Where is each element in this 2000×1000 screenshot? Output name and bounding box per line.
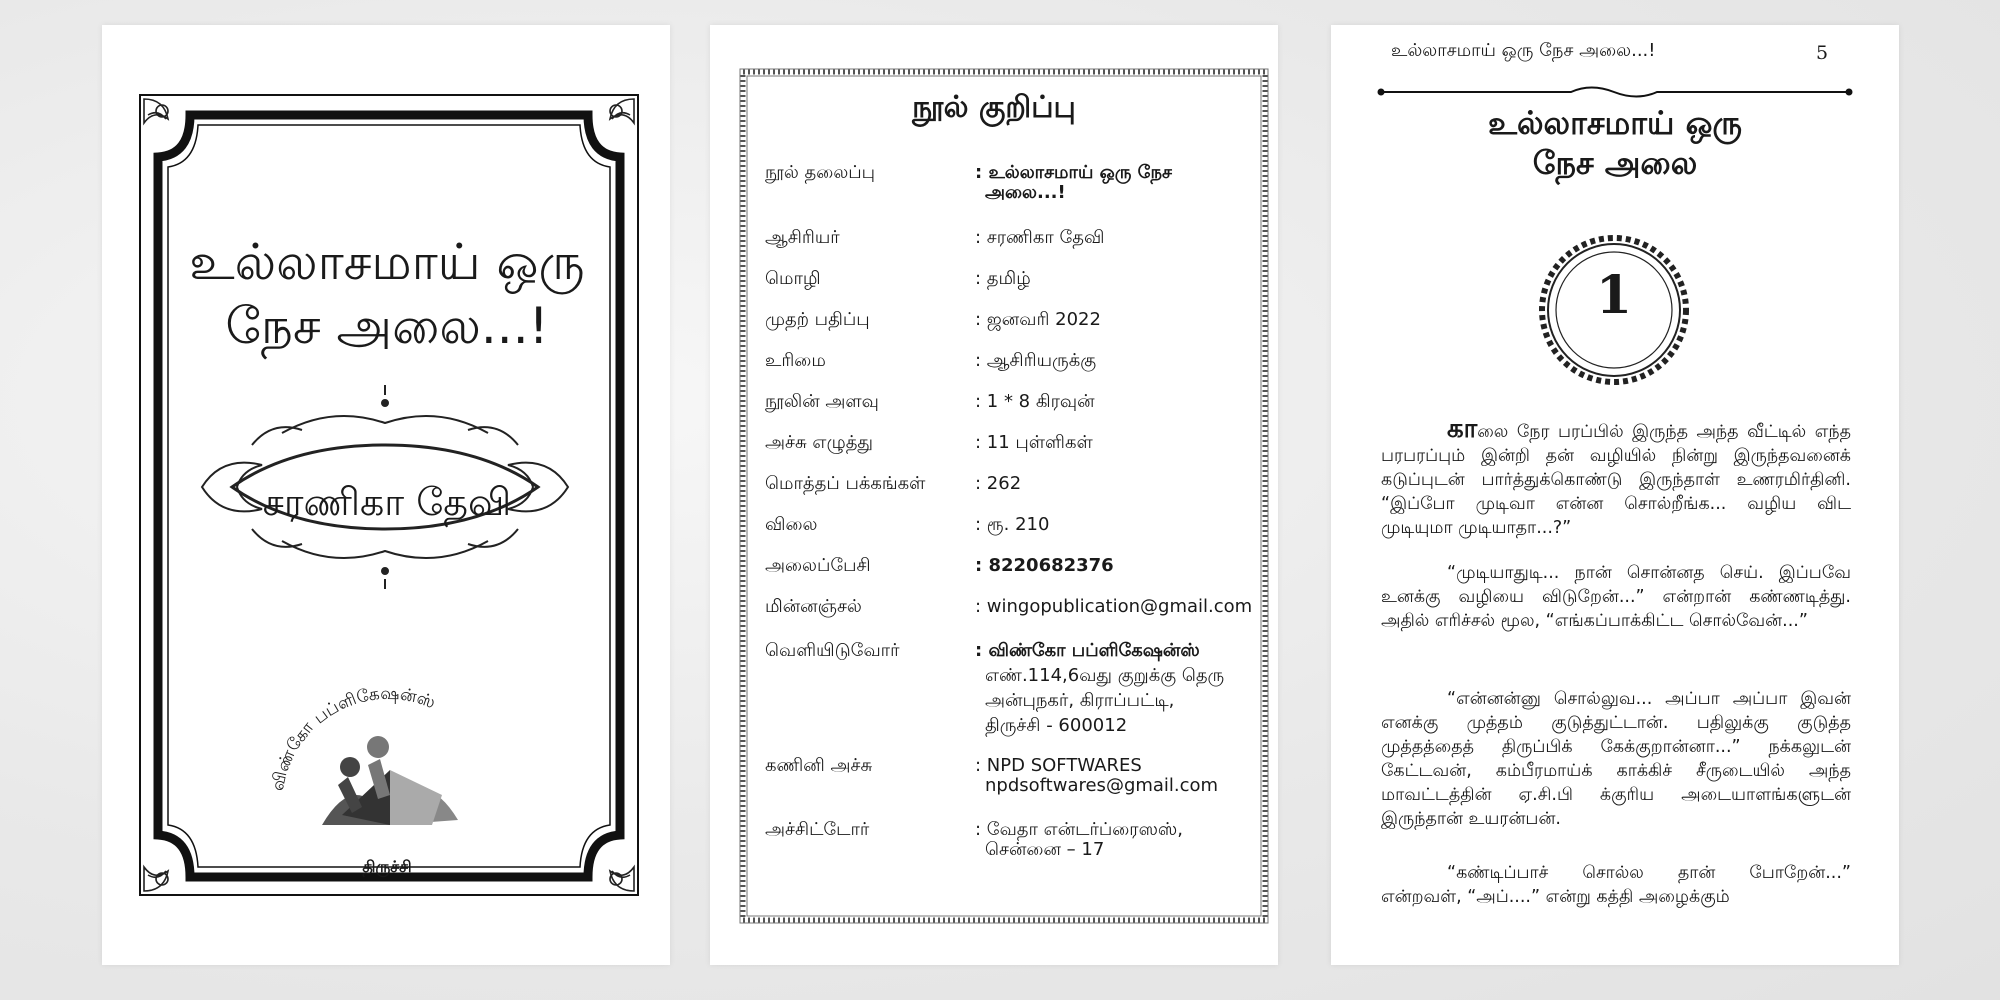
info-value: : உல்லாசமாய் ஒரு நேச அலை...! <box>975 162 1172 203</box>
running-head: உல்லாசமாய் ஒரு நேச அலை...! <box>1391 40 1656 61</box>
cover-title-line-1: உல்லாசமாய் ஒரு <box>189 233 585 291</box>
chapter-title-line-2: நேச அலை <box>1532 144 1698 182</box>
chapter-number: 1 <box>1595 265 1633 326</box>
info-label: அச்சு எழுத்து <box>765 432 874 453</box>
info-value: : வேதா என்டர்ப்ரைஸஸ், சென்னை – 17 <box>975 819 1183 860</box>
info-value: : சரணிகா தேவி <box>975 227 1105 248</box>
info-value: : ரூ. 210 <box>975 514 1050 535</box>
info-label: மின்னஞ்சல் <box>765 596 862 617</box>
paragraph: காலை நேர பரப்பில் இருந்த அந்த வீட்டில் எந்த பரபரப்பும் இன்றி தன் வழியில் நின்று இருந்தவனைக் கடுப்புடன் பார்த்துக்கொண்டு இருந்தாள் உணரமிர்தினி. “இப்போ முடிவா என்ன சொல்றீங்க... வழிய விட முடியுமா முடியாதா...?” <box>1381 414 1851 538</box>
cover-title <box>147 230 627 358</box>
info-value: : 11 புள்ளிகள் <box>975 432 1093 453</box>
info-label: முதற் பதிப்பு <box>765 309 870 330</box>
info-label: வெளியிடுவோர் <box>765 640 900 661</box>
cover-title-line-2: நேச அலை...! <box>225 297 549 355</box>
publisher-city: திருச்சி <box>362 857 412 876</box>
info-label: அலைப்பேசி <box>765 555 871 576</box>
cover-page <box>102 25 670 965</box>
info-label: நூல் தலைப்பு <box>765 162 876 183</box>
drop-cap: கா <box>1447 414 1478 444</box>
info-label: அச்சிட்டோர் <box>765 819 870 840</box>
paragraph: “என்னன்னு சொல்லுவ... அப்பா அப்பா இவன் எனக்கு முத்தம் குடுத்துட்டான். பதிலுக்கு குடுத்த முத்தத்தைத் திருப்பிக் கேக்குறான்னா...” நக்கலுடன் கேட்டவன், கம்பீரமாய்க் காக்கிச் சீருடையில் அந்த மாவட்டத்தின் ஏ.சி.பி க்குரிய அடையாளங்களுடன் இருந்தான் உயரன்பன். <box>1381 689 1851 829</box>
chapter-title-line-1: உல்லாசமாய் ஒரு <box>1487 104 1743 142</box>
page-number: 5 <box>1816 42 1829 64</box>
publisher-logo-icon <box>268 684 494 825</box>
info-value: : ஆசிரியருக்கு <box>975 350 1097 371</box>
info-label: கணினி அச்சு <box>765 755 873 776</box>
chapter-page <box>1331 25 1899 965</box>
info-label: மொழி <box>765 268 821 289</box>
info-value: : NPD SOFTWARES npdsoftwares@gmail.com <box>975 755 1219 796</box>
info-value: : ஜனவரி 2022 <box>975 309 1101 330</box>
info-label: ஆசிரியர் <box>765 227 840 248</box>
info-label: விலை <box>765 514 818 535</box>
info-heading: நூல் குறிப்பு <box>912 90 1076 125</box>
paragraph: “கண்டிப்பாச் சொல்ல தான் போறேன்...” என்றவள், “அப்....” என்று கத்தி அழைக்கும் <box>1381 863 1851 907</box>
info-label: மொத்தப் பக்கங்கள் <box>765 473 926 494</box>
info-label: உரிமை <box>765 350 826 371</box>
book-info-page <box>710 25 1278 965</box>
info-value: : 8220682376 <box>975 555 1114 576</box>
paragraph: “முடியாதுடி... நான் சொன்னத செய். இப்பவே உனக்கு வழியை விடுறேன்...” என்றான் கண்ணடித்து. அதில் எரிச்சல் மூல, “எங்கப்பாக்கிட்ட சொல்வேன்...” <box>1381 563 1851 631</box>
info-value: : wingopublication@gmail.com <box>975 596 1253 617</box>
info-value: : 262 <box>975 473 1022 494</box>
chapter-title <box>1331 103 1899 183</box>
info-value: : விண்கோ பப்ளிகேஷன்ஸ் எண்.114,6வது குறுக்கு தெரு அன்புநகர், கிராப்பட்டி, திருச்சி - 600012 <box>975 640 1225 736</box>
cover-author: சரணிகா தேவி <box>262 480 512 524</box>
info-label: நூலின் அளவு <box>765 391 879 412</box>
info-value: : 1 * 8 கிரவுன் <box>975 391 1095 412</box>
header-rule <box>1331 45 1899 105</box>
publisher-arc-text: விண்கோ பப்ளிகேஷன்ஸ் <box>267 683 438 793</box>
info-value: : தமிழ் <box>975 268 1031 289</box>
